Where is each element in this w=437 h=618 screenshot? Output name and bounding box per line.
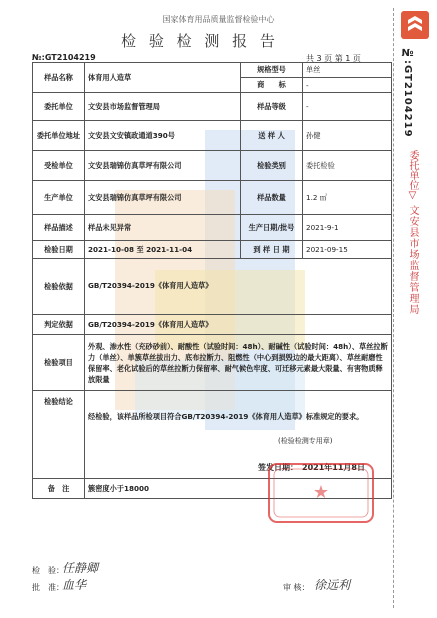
client-address-value: 文安县文安镇政通道390号	[85, 121, 241, 151]
test-items-label: 检验项目	[33, 335, 85, 391]
page-info: 共 3 页 第 1 页	[306, 54, 361, 63]
client-value: 文安县市场监督管理局	[85, 93, 241, 121]
sample-name-value: 体育用人造草	[85, 63, 241, 93]
client-label: 委托单位	[33, 93, 85, 121]
judgement-basis-label: 判定依据	[33, 315, 85, 335]
trademark-value: -	[303, 78, 392, 93]
side-report-number: №:GT2104219	[402, 48, 413, 138]
report-title: 检 验 检 测 报 告	[121, 32, 279, 50]
official-seal-stamp	[265, 460, 377, 526]
spec-label: 规格型号	[241, 63, 303, 78]
quantity-value: 1.2 ㎡	[303, 181, 392, 215]
batch-label: 生产日期/批号	[241, 215, 303, 241]
description-label: 样品描述	[33, 215, 85, 241]
quantity-label: 样品数量	[241, 181, 303, 215]
producer-value: 文安县瑞锦仿真草坪有限公司	[85, 181, 241, 215]
arrival-date-value: 2021-09-15	[303, 241, 392, 259]
approver-label: 批 准：	[32, 583, 64, 592]
producer-label: 生产单位	[33, 181, 85, 215]
remarks-value: 簇密度小于18000	[85, 479, 392, 499]
arrival-date-label: 到 样 日 期	[241, 241, 303, 259]
sample-name-label: 样品名称	[33, 63, 85, 93]
reviewer-signature: 徐远利	[314, 578, 351, 592]
report-table	[32, 62, 392, 499]
category-value: 委托检验	[303, 151, 392, 181]
sender-label: 送 样 人	[241, 121, 303, 151]
test-items-value: 外观、渗水性（充砂砂前）、耐酸性（试验时间：48h）、耐碱性（试验时间：48h）、草丝拉断力（单丝）、单簇草丝拔出力、底布拉断力、阻燃性（中心到损毁边的最大距离）、草丝耐磨性保留率、老化试验后的草丝拉断力保留率、耐气候色牢度、可迁移元素最大限量、有害物质释放限量	[85, 335, 392, 391]
description-value: 样品未见异常	[85, 215, 241, 241]
approver-signature: 血华	[62, 578, 87, 592]
grade-label: 样品等级	[241, 93, 303, 121]
inspected-unit-label: 受检单位	[33, 151, 85, 181]
sender-value: 孙健	[303, 121, 392, 151]
center-logo-icon	[400, 10, 430, 40]
svg-text:★: ★	[312, 482, 330, 503]
basis-value: GB/T20394-2019《体育用人造草》	[85, 259, 392, 315]
grade-value: -	[303, 93, 392, 121]
stamp-caption: (检验检测专用章)	[278, 437, 333, 445]
spec-value: 单丝	[303, 63, 392, 78]
test-date-label: 检验日期	[33, 241, 85, 259]
conclusion-text: 经检验，该样品所检项目符合GB/T20394-2019《体育用人造草》标准规定的要求。	[88, 412, 364, 421]
trademark-label: 商 标	[241, 78, 303, 93]
remarks-label: 备 注	[33, 479, 85, 499]
conclusion-label: 检验结论	[33, 391, 85, 479]
inspected-unit-value: 文安县瑞锦仿真草坪有限公司	[85, 151, 241, 181]
issue-date: 签发日期： 2021年11月8日	[258, 463, 365, 472]
client-address-label: 委托单位地址	[33, 121, 85, 151]
issuing-organization: 国家体育用品质量监督检验中心	[162, 15, 275, 24]
report-number: №:GT2104219	[32, 53, 96, 62]
judgement-basis-value: GB/T20394-2019《体育用人造草》	[85, 315, 392, 335]
test-date-value: 2021-10-08 至 2021-11-04	[85, 241, 241, 259]
side-client-value: 文安县市场监督管理局	[407, 205, 418, 315]
basis-label: 检验依据	[33, 259, 85, 315]
inspector-label: 检 验：	[32, 566, 64, 575]
category-label: 检验类别	[241, 151, 303, 181]
side-client-label: 委托单位▽	[407, 150, 418, 201]
batch-value: 2021-9-1	[303, 215, 392, 241]
inspector-signature: 任静卿	[62, 561, 99, 575]
reviewer-label: 审 核：	[283, 583, 310, 592]
